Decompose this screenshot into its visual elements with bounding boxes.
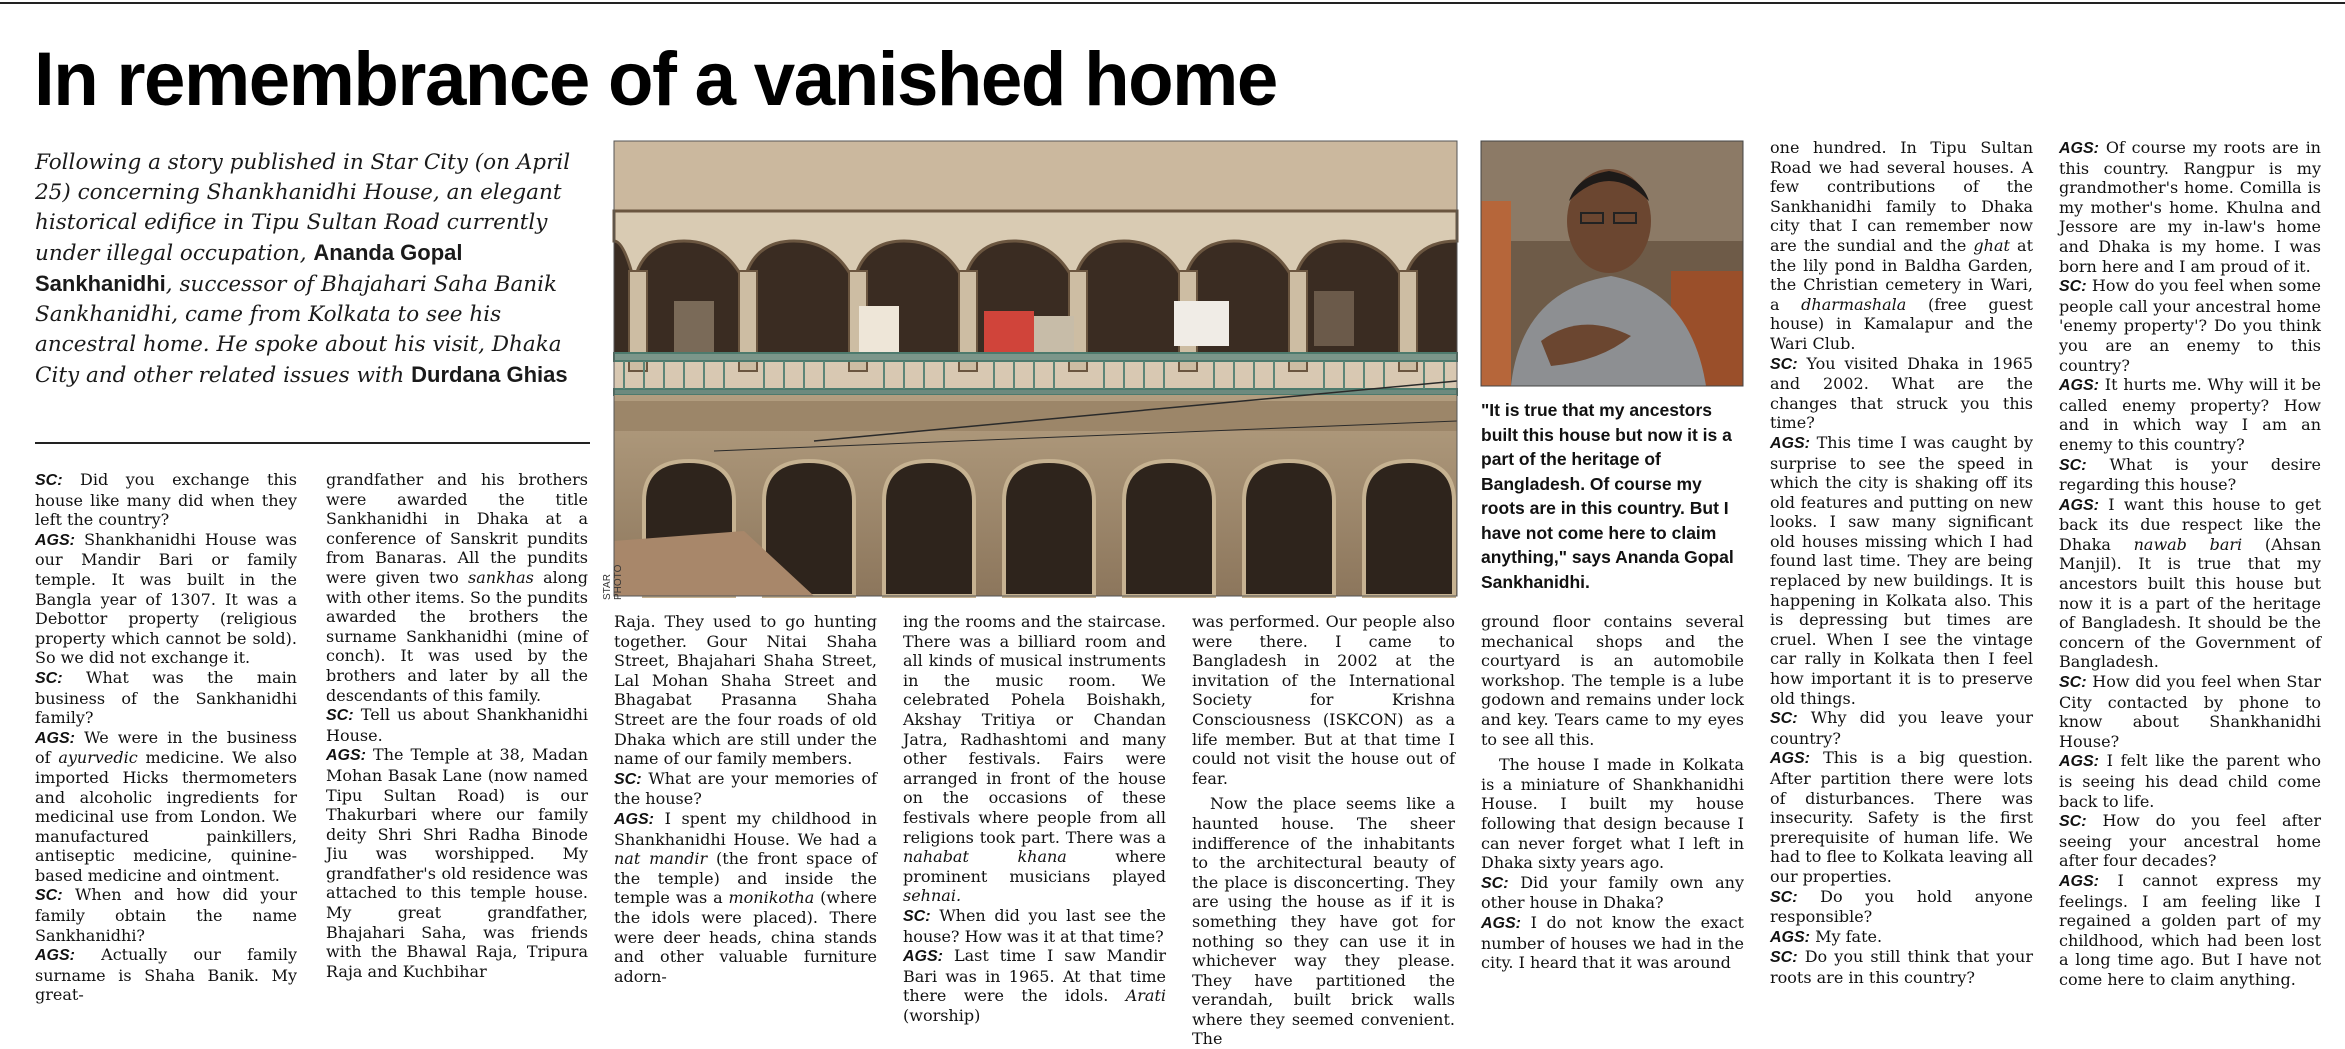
answer-12: It hurts me. Why will it be called enemy property? How and in which way I am an enemy to this country? (2059, 375, 2321, 454)
word-dharmashala: dharmashala (1801, 294, 1907, 314)
col5-text-2: Now the place seems like a haunted house. The sheer indifference of the inhabitants to the architectural beauty of the place is disconcerting. They are using the house as if it is something they have got for nothing so they can use it in whichever way they please. They have partitioned the verandah, built brick walls where they seemed convenient. The (1192, 794, 1455, 1049)
q-label: SC: (2059, 278, 2087, 296)
interviewee-name: Ananda Gopal Sankhanidhi (35, 240, 463, 296)
author-name: Durdana Ghias (411, 362, 568, 387)
question-10: Do you hold anyone responsible? (1770, 886, 2033, 927)
col6-text-1: ground floor contains several mechanical shops and the courtyard is an automobile workshop. The temple is a lube godown and remains under lock and key. Tears came to my eyes to see all this. (1481, 612, 1744, 749)
question-3: When and how did your family obtain the name Sankhanidhi? (35, 885, 298, 945)
word-monikotha: monikotha (728, 888, 815, 908)
question-7: Did your family own any other house in Dhaka? (1481, 872, 1744, 913)
photo-credit: STAR PHOTO (602, 564, 624, 600)
answer-6b: (worship) (903, 1005, 981, 1025)
answer-3: Actually our family surname is Shaha Banik. My great- (35, 945, 297, 1005)
word-sehnai: sehnai. (903, 886, 962, 906)
col4-text-2: where prominent musicians played (903, 847, 1166, 886)
a-label: AGS: (2059, 496, 2099, 514)
q-label: SC: (2059, 813, 2087, 831)
a-label: AGS: (1770, 928, 1810, 946)
answer-1: Shankhanidhi House was our Mandir Bari or family temple. It was built in the Bangla year of 1307. It was a Debottor property (religious property which cannot be sold). So we did not exchange it. (35, 529, 298, 668)
q-label: SC: (2059, 456, 2087, 474)
question-14: How did you feel when Star City contacted by phone to know about Shankhanidhi House? (2059, 672, 2321, 751)
col5-text-1: was performed. Our people also were there. I came to Bangladesh in 2002 at the invitation of the International Society for Krishna Consciousness (ISKCON) as a life member. But at that time I could not visit the house out of fear. (1192, 612, 1455, 788)
upper-arcade (614, 211, 1457, 371)
answer-5c: (where the idols were placed). There were deer heads, china stands and other valuable furniture adorn- (614, 888, 877, 986)
portrait-photo (1481, 141, 1743, 386)
answer-5b: (the front space of the temple) and inside the temple was a (614, 849, 877, 908)
col2-text-1: grandfather and his brothers were awarded the title Sankhanidhi in Dhaka at a conference of Sanskrit pundits from Banaras. All the pundits were given two (326, 470, 588, 587)
q-label: SC: (1770, 949, 1798, 967)
portrait-caption: "It is true that my ancestors built this house but now it is a part of the heritage of Bangladesh. Of course my roots are in this country. But I have not come here to claim anything," says Ananda Gopal Sankhanidhi. (1481, 400, 1734, 592)
question-1: Did you exchange this house like many did when they left the country? (35, 470, 298, 530)
a-label: AGS: (614, 810, 654, 828)
q-label: SC: (2059, 674, 2087, 692)
answer-8: This time I was caught by surprise to see the speed in which the city is shaking off its old features and putting on new looks. I saw many significant old houses missing which I had found last time. They are being replaced by new buildings. It is happening in Kolkata also. This is depressing but times are cruel. When I see the vintage car rally in Kolkata then I feel how important it is to preserve old things. (1770, 432, 2034, 708)
answer-6a: Last time I saw Mandir Bari was in 1965. At that time there were the idols. (903, 946, 1166, 1006)
answer-14: I felt like the parent who is seeing his dead child come back to life. (2059, 751, 2321, 811)
column-5 (1192, 612, 1455, 1049)
lower-facade (614, 381, 1457, 596)
q-label: SC: (1770, 888, 1798, 906)
question-11: Do you still think that your roots are in this country? (1770, 947, 2033, 987)
column-2 (326, 470, 588, 990)
answer-13a: I want this house to get back its due respect like the Dhaka (2059, 494, 2322, 554)
word-nat-mandir: nat mandir (614, 849, 708, 869)
question-5: What are your memories of the house? (614, 768, 877, 809)
house-photo (614, 141, 1457, 596)
column-8 (2059, 138, 2321, 990)
top-rule (0, 2, 2345, 4)
a-label: AGS: (2059, 872, 2099, 890)
col6-text-2: The house I made in Kolkata is a miniature of Shankhanidhi House. I built my house following that design because I can never forget what I left in Dhaka sixty years ago. (1481, 755, 1744, 873)
headline: In remembrance of a vanished home (34, 37, 1277, 122)
answer-7: I do not know the exact number of houses we had in the city. I heard that it was around (1481, 912, 1744, 973)
a-label: AGS: (2059, 140, 2099, 157)
question-6: When did you last see the house? How was it at that time? (903, 905, 1166, 946)
q-label: SC: (1770, 355, 1798, 373)
question-12: How do you feel when some people call your ancestral home 'enemy property'? Do you think you are an enemy to this country? (2059, 276, 2321, 375)
q-label: SC: (35, 669, 63, 687)
answer-9: This is a big question. After partition there were lots of disturbances. There was insecurity. Safety is the first prerequisite of human life. We had to flee to Kolkata leaving all our properties. (1770, 748, 2033, 886)
word-sankhas: sankhas (468, 567, 534, 587)
word-ghat: ghat (1973, 235, 2010, 255)
answer-15: I cannot express my feelings. I am feeling like I regained a golden part of my childhood, which had been lost a long time ago. But I have not come here to claim anything. (2059, 870, 2322, 989)
word-arati: Arati (1125, 986, 1166, 1006)
a-label: AGS: (1770, 750, 1810, 768)
question-15: How do you feel after seeing your ancestral home after four decades? (2059, 811, 2321, 871)
column-6 (1481, 612, 1744, 990)
answer-10: My fate. (1815, 926, 1883, 946)
question-9: Why did you leave your country? (1770, 708, 2034, 748)
q-label: SC: (1770, 710, 1798, 728)
q-label: SC: (903, 907, 931, 925)
a-label: AGS: (2059, 377, 2099, 395)
col4-text-1: ing the rooms and the staircase. There was a billiard room and all kinds of musical instruments in the music room. We celebrated Pohela Boishakh, Akshay Tritiya or Chandan Jatra, Radhashtomi and many other festivals. Fairs were arranged in front of the house on the occasions of these festivals where people from all religions took part. There was a (903, 612, 1166, 847)
question-4: Tell us about Shankhanidhi House. (326, 705, 588, 745)
col7-text-2: at the lily pond in Baldha Garden, the Christian cemetery in Wari, a (1770, 235, 2033, 314)
intro-rule (35, 442, 590, 444)
a-label: AGS: (326, 747, 366, 765)
word-nahabat-khana: nahabat khana (903, 847, 1067, 867)
intro-text-1: Following a story published in Star City (on April 25) concerning Shankhanidhi House, an elegant historical edifice in Tipu Sultan Road currently under illegal occupation, (35, 150, 571, 266)
intro-text-2: , successor of Bhajahari Saha Banik Sankhanidhi, came from Kolkata to see his ancestral home. He spoke about his visit, Dhaka City and other related issues with (35, 272, 562, 388)
a-label: AGS: (1770, 434, 1810, 452)
a-label: AGS: (35, 947, 75, 965)
question-8: You visited Dhaka in 1965 and 2002. What are the changes that struck you this time? (1770, 353, 2033, 433)
q-label: SC: (35, 887, 63, 905)
answer-4: The Temple at 38, Madan Mohan Basak Lane (now named Tipu Sultan Road) is our Thakurbari where our family deity Shri Shri Radha Binode Jiu was worshipped. My grandfather's old residence was attached to this temple house. My great grandfather, Bhajahari Saha, was friends with the Bhawal Raja, Tripura Raja and Kuchbihar (326, 745, 588, 981)
column-3 (614, 612, 877, 990)
answer-13b: (Ahsan Manjil). It is true that my ancestors built this house but now it is a part of the heritage of Bangladesh. It should be the concern of the Government of Bangladesh. (2059, 534, 2321, 672)
col7-text-3: (free guest house) in Kamalapur and the Wari Club. (1770, 294, 2033, 353)
q-label: SC: (614, 770, 642, 788)
column-1 (35, 470, 298, 1005)
word-ayurvedic: ayurvedic (58, 748, 138, 768)
a-label: AGS: (35, 729, 75, 747)
column-4 (903, 612, 1166, 1025)
a-label: AGS: (903, 948, 943, 966)
a-label: AGS: (1481, 914, 1521, 932)
intro-standfirst (35, 148, 595, 391)
answer-11: Of course my roots are in this country. Rangpur is my grandmother's home. Comilla is my mother's home. Khulna and Jessore are my in-law's home and Dhaka is my home. I was born here and I am proud of it. (2059, 138, 2321, 276)
a-label: AGS: (35, 531, 75, 549)
a-label: AGS: (2059, 753, 2099, 771)
q-label: SC: (1481, 874, 1509, 892)
answer-5a: I spent my childhood in Shankhanidhi House. We had a (614, 808, 877, 849)
q-label: SC: (326, 707, 354, 725)
answer-2a: We were in the business of (35, 727, 297, 768)
col3-text-1: Raja. They used to go hunting together. Gour Nitai Shaha Street, Bhajahari Shaha Street, Lal Mohan Shaha Street and Bhagabat Prasanna Shaha Street are the four roads of old Dhaka which are still under the name of our family members. (614, 612, 877, 769)
column-7 (1770, 138, 2033, 990)
col2-text-2: along with other items. So the pundits awarded the brothers the surname Sankhanidhi (mine of conch). It was used by the brothers and later by all the descendants of this family. (326, 567, 588, 705)
word-nawab-bari: nawab bari (2133, 534, 2243, 554)
question-13: What is your desire regarding this house? (2059, 454, 2321, 495)
q-label: SC: (35, 472, 63, 489)
col7-text-1: one hundred. In Tipu Sultan Road we had several houses. A few contributions of the Sankhanidhi family to Dhaka city that I can remember now are the sundial and the (1770, 138, 2033, 255)
question-2: What was the main business of the Sankhanidhi family? (35, 667, 297, 728)
answer-2b: medicine. We also imported Hicks thermometers and alcoholic ingredients for medicinal use from London. We manufactured painkillers, antiseptic medicine, quinine-based medicine and ointment. (35, 748, 298, 885)
